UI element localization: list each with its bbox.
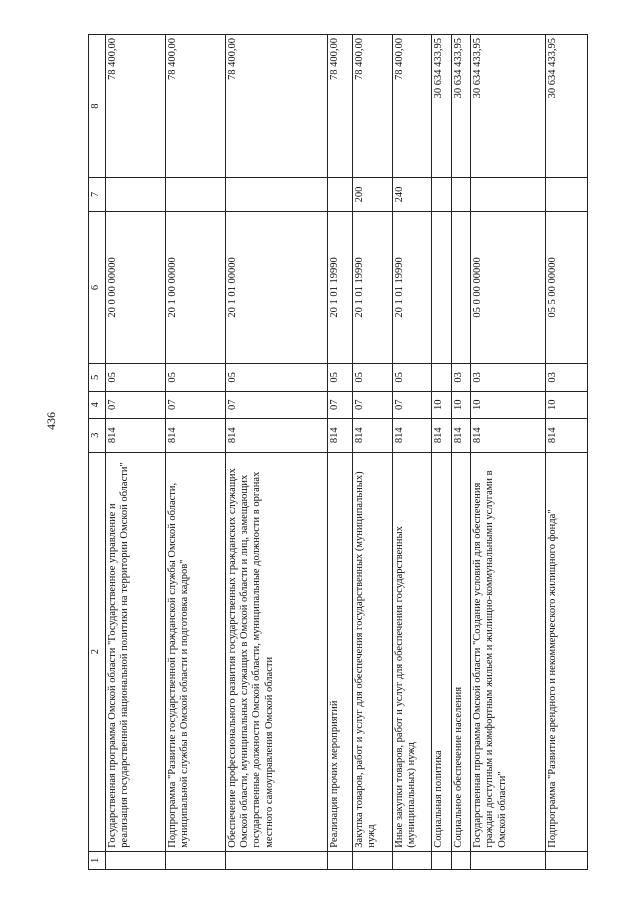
target-article-cell: 20 0 00 00000 [106,211,166,363]
ministry-code-cell: 814 [225,419,327,453]
budget-table [88,34,588,870]
ministry-code-cell: 814 [432,419,451,453]
item-name-cell: Подпрограмма "Развитие арендного и некоммерческого жилищного фонда" [545,452,587,851]
ministry-code-cell: 814 [470,419,545,453]
section-code-cell: 10 [432,391,451,418]
target-article-cell [432,211,451,363]
item-name-cell: Социальное обеспечение населения [451,452,470,851]
section-code-cell: 10 [470,391,545,418]
table-row [451,35,470,870]
section-code-cell: 10 [545,391,587,418]
ministry-code-cell: 814 [106,419,166,453]
amount-cell: 30 634 433,95 [470,35,545,178]
row-number-cell [165,851,225,869]
subsection-code-cell: 05 [225,364,327,391]
row-number-cell [225,851,327,869]
table-body [106,35,588,870]
amount-cell: 78 400,00 [225,35,327,178]
expense-type-cell [106,178,166,212]
ministry-code-cell: 814 [327,419,352,453]
ministry-code-cell: 814 [451,419,470,453]
expense-type-cell [327,178,352,212]
subsection-code-cell: 05 [327,364,352,391]
column-header: 8 [89,35,106,178]
column-header: 7 [89,178,106,212]
target-article-cell [451,211,470,363]
subsection-code-cell: 05 [392,364,432,391]
expense-type-cell [432,178,451,212]
amount-cell: 30 634 433,95 [432,35,451,178]
ministry-code-cell: 814 [392,419,432,453]
table-row [327,35,352,870]
expense-type-cell: 240 [392,178,432,212]
row-number-cell [327,851,352,869]
table-row [352,35,392,870]
target-article-cell: 20 1 01 00000 [225,211,327,363]
item-name-cell: Иные закупки товаров, работ и услуг для обеспечения государственных (муниципальных) нужд [392,452,432,851]
subsection-code-cell: 05 [106,364,166,391]
column-header: 6 [89,211,106,363]
amount-cell: 30 634 433,95 [545,35,587,178]
section-code-cell: 07 [392,391,432,418]
item-name-cell: Государственная программа Омской области "Государственное управление и реализация государственной национальной политики на территории Омской области" [106,452,166,851]
table-row [392,35,432,870]
expense-type-cell: 200 [352,178,392,212]
item-name-cell: Социальная политика [432,452,451,851]
item-name-cell: Обеспечение профессионального развития государственных гражданских служащих Омской области, муниципальных служащих в Омской области и лиц, замещающих государственные должности Омской области, муниципальные должности в органах местного самоуправления Омской области [225,452,327,851]
target-article-cell: 05 5 00 00000 [545,211,587,363]
row-number-cell [352,851,392,869]
section-code-cell: 07 [165,391,225,418]
expense-type-cell [470,178,545,212]
ministry-code-cell: 814 [165,419,225,453]
section-code-cell: 07 [352,391,392,418]
column-header: 5 [89,364,106,391]
subsection-code-cell: 03 [451,364,470,391]
amount-cell: 30 634 433,95 [451,35,470,178]
section-code-cell: 07 [327,391,352,418]
section-code-cell: 10 [451,391,470,418]
section-code-cell: 07 [225,391,327,418]
row-number-cell [451,851,470,869]
budget-table-container [88,34,588,870]
table-row [106,35,166,870]
table-row [432,35,451,870]
amount-cell: 78 400,00 [106,35,166,178]
expense-type-cell [451,178,470,212]
amount-cell: 78 400,00 [392,35,432,178]
row-number-cell [545,851,587,869]
column-header: 1 [89,851,106,869]
subsection-code-cell [432,364,451,391]
table-row [470,35,545,870]
section-code-cell: 07 [106,391,166,418]
item-name-cell: Закупка товаров, работ и услуг для обеспечения государственных (муниципальных) нужд [352,452,392,851]
subsection-code-cell: 03 [470,364,545,391]
column-header: 2 [89,452,106,851]
expense-type-cell [225,178,327,212]
page-number: 436 [44,412,58,430]
target-article-cell: 20 1 01 19990 [327,211,352,363]
table-row [165,35,225,870]
amount-cell: 78 400,00 [165,35,225,178]
subsection-code-cell: 03 [545,364,587,391]
target-article-cell: 20 1 00 00000 [165,211,225,363]
row-number-cell [106,851,166,869]
column-header: 4 [89,391,106,418]
target-article-cell: 20 1 01 19990 [392,211,432,363]
subsection-code-cell: 05 [165,364,225,391]
table-header-row [89,35,106,870]
expense-type-cell [545,178,587,212]
row-number-cell [470,851,545,869]
ministry-code-cell: 814 [352,419,392,453]
row-number-cell [432,851,451,869]
amount-cell: 78 400,00 [327,35,352,178]
subsection-code-cell: 05 [352,364,392,391]
ministry-code-cell: 814 [545,419,587,453]
table-row [545,35,587,870]
target-article-cell: 05 0 00 00000 [470,211,545,363]
item-name-cell: Подпрограмма "Развитие государственной гражданской службы Омской области, муниципальной службы в Омской области и подготовка кадров" [165,452,225,851]
table-row [225,35,327,870]
item-name-cell: Государственная программа Омской области "Создание условий для обеспечения граждан доступным и комфортным жильем и жилищно-коммунальными услугами в Омской области" [470,452,545,851]
item-name-cell: Реализация прочих мероприятий [327,452,352,851]
row-number-cell [392,851,432,869]
amount-cell: 78 400,00 [352,35,392,178]
target-article-cell: 20 1 01 19990 [352,211,392,363]
column-header: 3 [89,419,106,453]
expense-type-cell [165,178,225,212]
